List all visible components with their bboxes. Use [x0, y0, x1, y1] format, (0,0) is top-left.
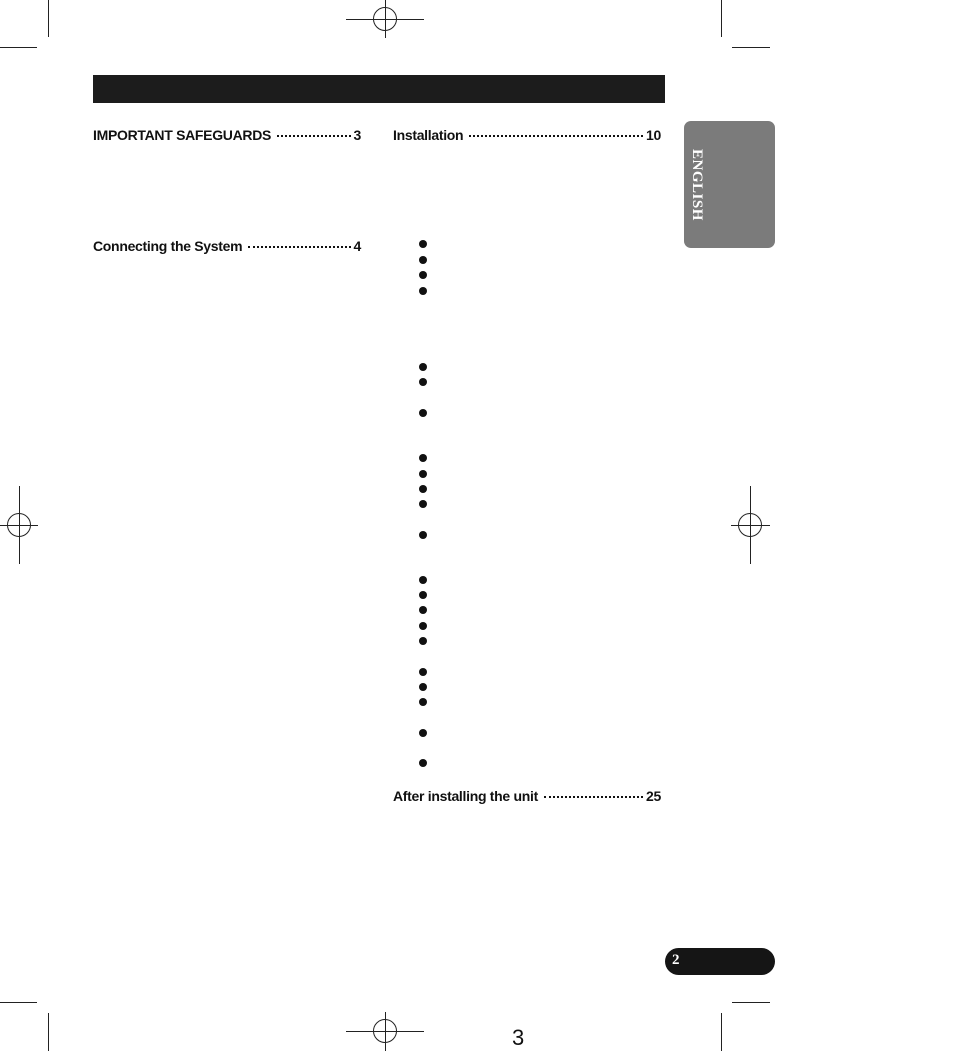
bullet: [419, 470, 427, 478]
bullet: [419, 500, 427, 508]
toc-leader-dots: [248, 246, 350, 248]
toc-entry-connecting-the-system[interactable]: [93, 238, 361, 254]
bullet: [419, 240, 427, 248]
bullet: [419, 591, 427, 599]
bullet: [419, 378, 427, 386]
bullet: [419, 256, 427, 264]
header-bar: [93, 75, 665, 103]
toc-leader-dots: [544, 796, 643, 798]
toc-entry-title: Installation: [393, 127, 464, 143]
bullet: [419, 668, 427, 676]
toc-entry-after-installing-the-unit[interactable]: [393, 788, 661, 804]
crop-mark: [48, 1013, 49, 1051]
bullet: [419, 622, 427, 630]
toc-entry-important-safeguards[interactable]: [93, 127, 361, 143]
bullet: [419, 485, 427, 493]
crop-mark: [721, 0, 722, 37]
toc-leader-dots: [277, 135, 350, 137]
toc-leader-dots: [469, 135, 643, 137]
bullet: [419, 287, 427, 295]
toc-entry-title: Connecting the System: [93, 238, 243, 254]
crop-mark: [721, 1013, 722, 1051]
crop-mark: [48, 0, 49, 37]
crop-mark: [0, 47, 37, 48]
bullet: [419, 637, 427, 645]
registration-circle: [373, 1019, 397, 1043]
bullet: [419, 729, 427, 737]
toc-entry-title: After installing the unit: [393, 788, 538, 804]
bullet: [419, 759, 427, 767]
bullet: [419, 683, 427, 691]
bullet: [419, 271, 427, 279]
page-number-pill: [665, 948, 775, 975]
language-tab-label: ENGLISH: [689, 149, 705, 221]
page-number: 2: [672, 952, 680, 968]
bullet: [419, 606, 427, 614]
toc-entry-page: 4: [353, 238, 361, 254]
toc-entry-page: 3: [353, 127, 361, 143]
toc-entry-installation[interactable]: [393, 127, 661, 143]
bullet: [419, 698, 427, 706]
crop-mark: [732, 1002, 770, 1003]
registration-circle: [373, 7, 397, 31]
bullet: [419, 454, 427, 462]
crop-mark: [0, 1002, 37, 1003]
bullet: [419, 363, 427, 371]
sheet-number: 3: [512, 1025, 525, 1050]
toc-entry-title: IMPORTANT SAFEGUARDS: [93, 127, 272, 143]
registration-circle: [7, 513, 31, 537]
bullet: [419, 531, 427, 539]
language-tab[interactable]: [684, 121, 775, 248]
toc-entry-page: 25: [646, 788, 661, 804]
crop-mark: [732, 47, 770, 48]
bullet: [419, 576, 427, 584]
toc-entry-page: 10: [646, 127, 661, 143]
bullet: [419, 409, 427, 417]
registration-circle: [738, 513, 762, 537]
